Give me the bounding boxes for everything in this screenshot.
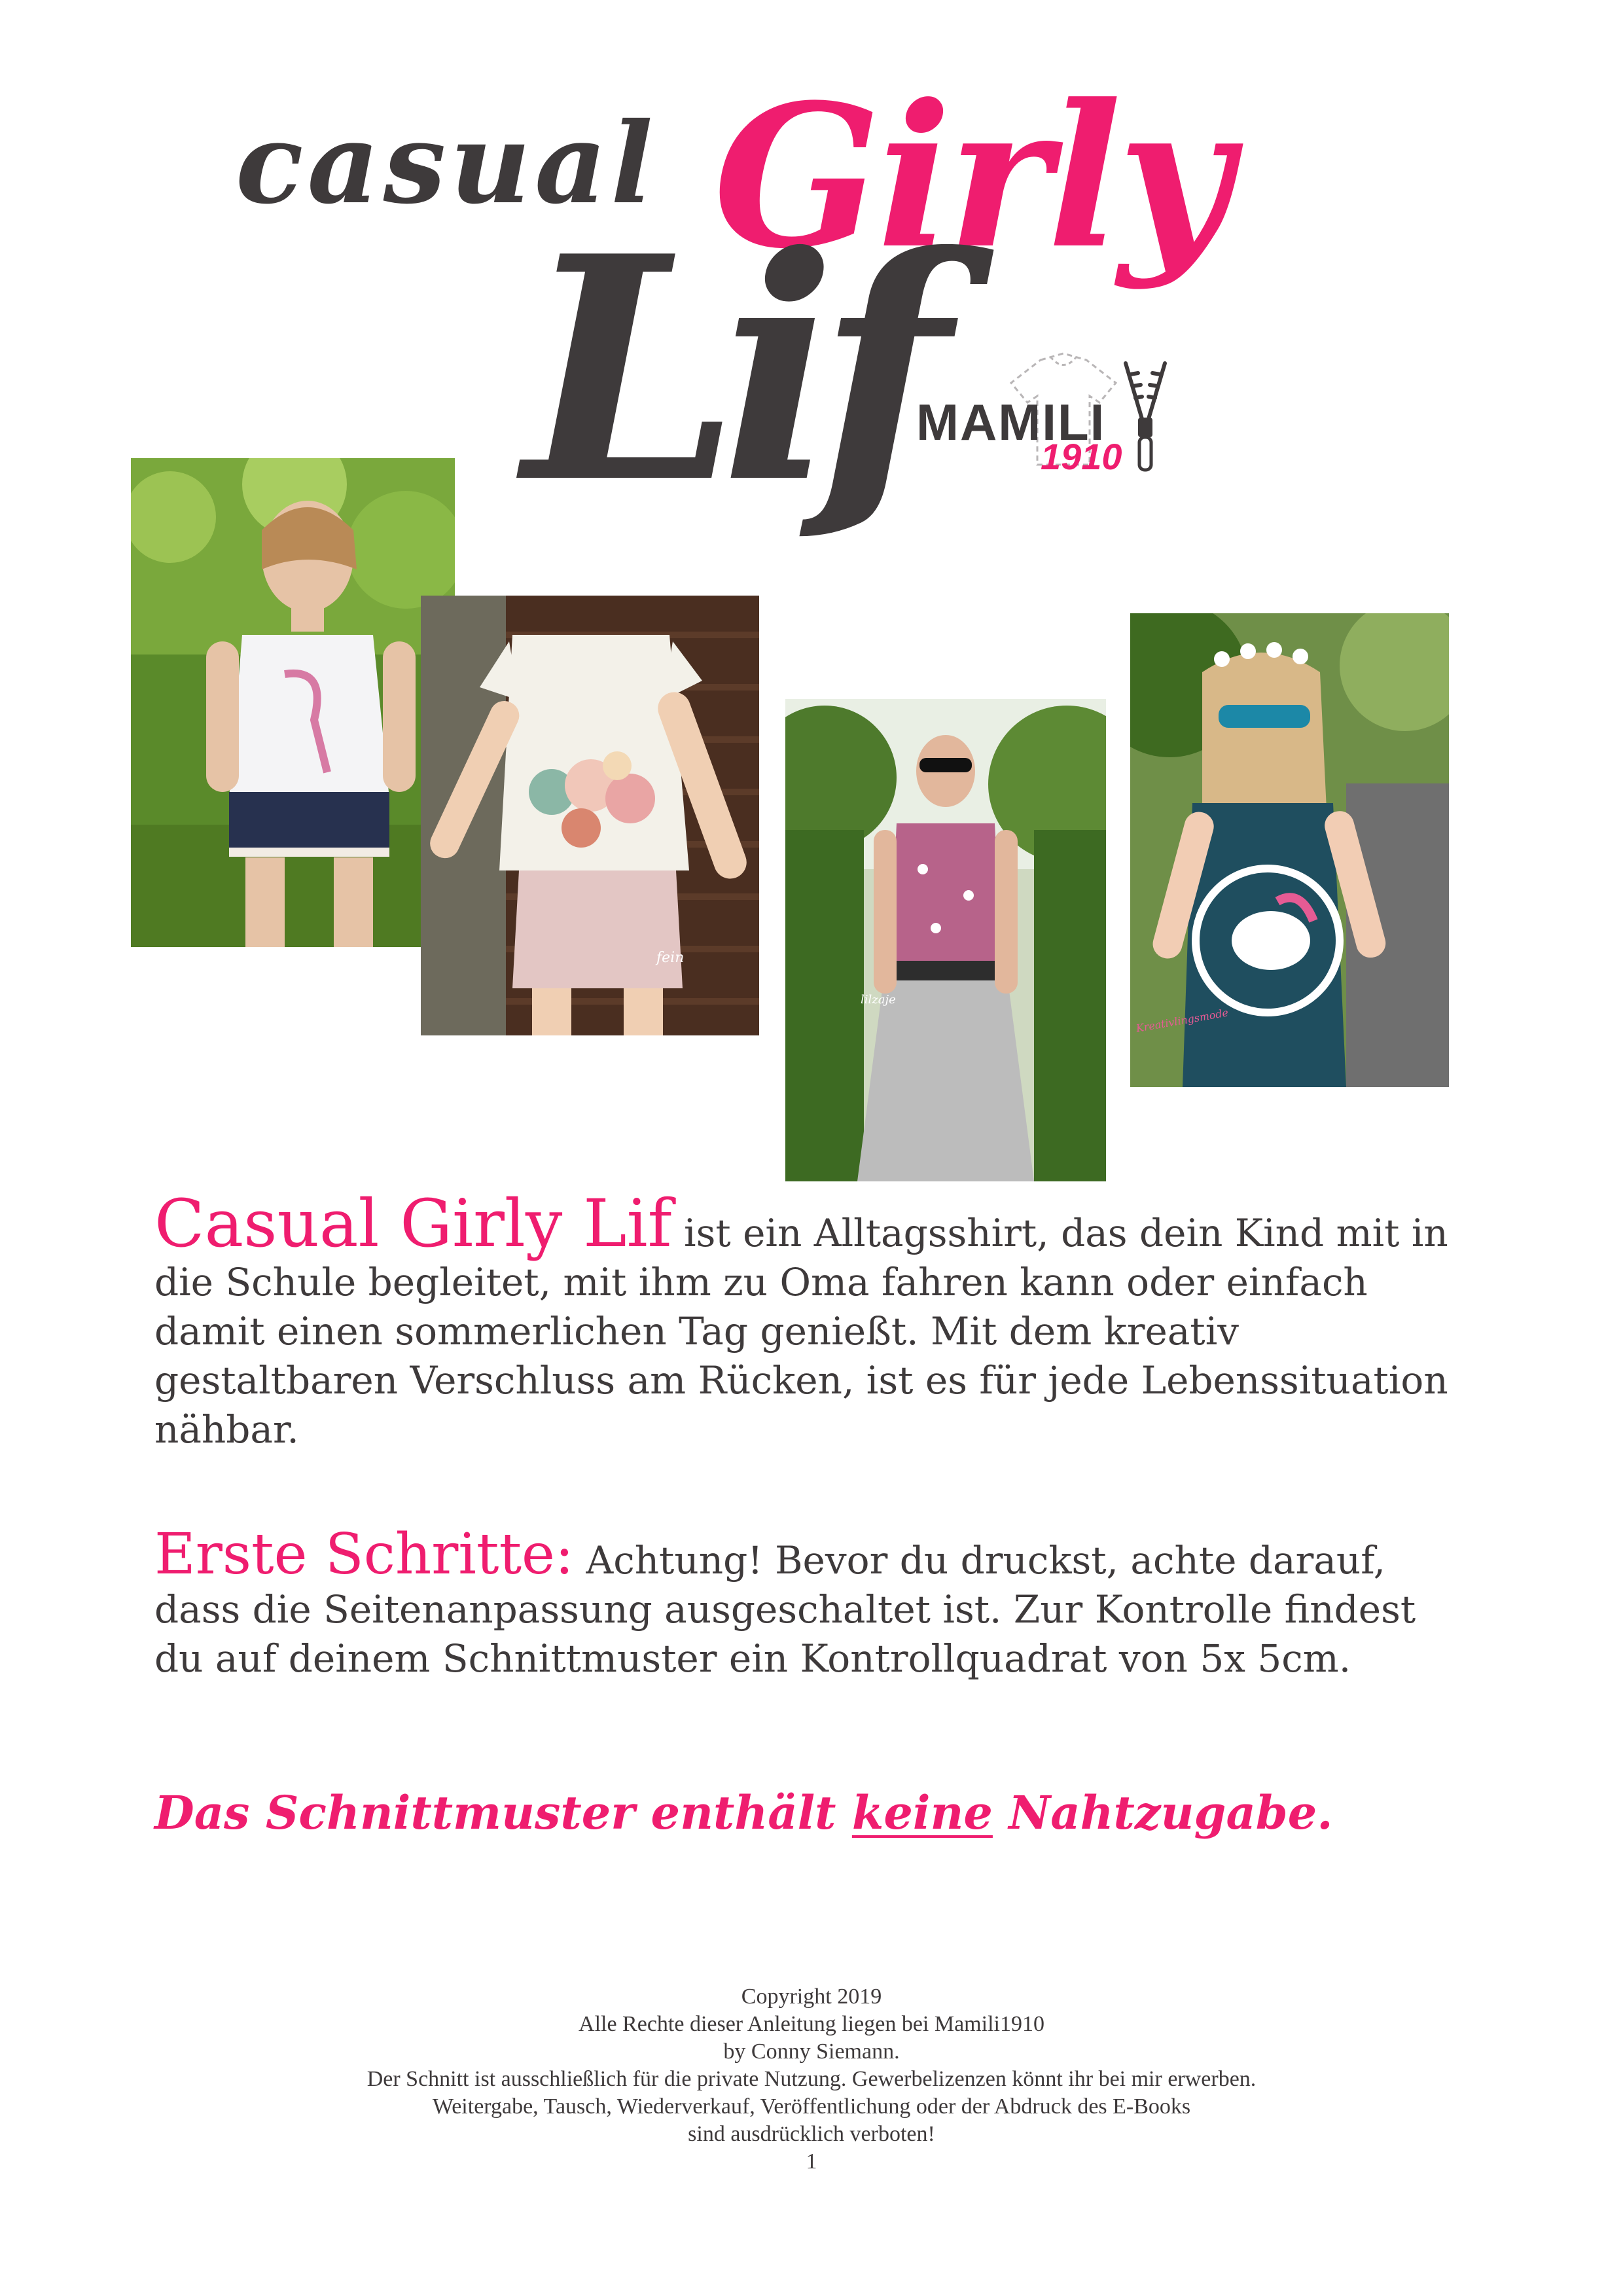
warning-emphasis: keine [851, 1785, 993, 1840]
footer-line: Weitergabe, Tausch, Wiederverkauf, Veröffentlichung oder der Abdruck des E-Books [432, 2094, 1191, 2119]
photo-woman-pink-top [785, 699, 1106, 1181]
photo-watermark-1: fein [656, 950, 685, 966]
seam-allowance-warning [154, 1785, 1463, 1840]
footer-line: Alle Rechte dieser Anleitung liegen bei Mamili1910 [579, 2012, 1044, 2036]
warning-text-after: Nahtzugabe. [992, 1785, 1333, 1840]
warning-text-before: Das Schnittmuster enthält [154, 1785, 852, 1840]
brand-logo [916, 347, 1191, 491]
intro-paragraph [154, 1185, 1489, 1454]
photo-watermark-2: lilzaje [861, 993, 896, 1007]
footer-line: sind ausdrücklich verboten! [688, 2122, 935, 2146]
footer-line: Copyright 2019 [741, 1984, 882, 2009]
photo-watermark-3: Kreativlingsmode [1135, 1006, 1230, 1035]
photo-flamingo-tank [131, 458, 455, 947]
copyright-footer [0, 1983, 1623, 2176]
logo-word-casual: casual [236, 98, 657, 229]
brand-name: MAMILI [916, 393, 1106, 451]
logo-word-lif: Lif [524, 189, 931, 550]
steps-text: Achtung! Bevor du druckst, achte darauf, dass die Seitenanpassung ausgeschaltet ist. Zur Kontrolle findest du auf deinem Schnittmuster ein Kontrollquadrat von 5x 5cm. [154, 1538, 1416, 1681]
page-number: 1 [806, 2149, 817, 2174]
photo-girl-unicorn-shirt [1130, 613, 1449, 1087]
intro-heading: Casual Girly Lif [154, 1185, 672, 1262]
photo-floral-shirt [421, 596, 759, 1035]
steps-heading: Erste Schritte: [154, 1522, 574, 1587]
zipper-icon [1122, 360, 1168, 478]
brand-year: 1910 [1041, 436, 1122, 477]
logo-word-girly: Girly [713, 61, 1228, 292]
first-steps-paragraph [154, 1522, 1463, 1683]
footer-line: by Conny Siemann. [723, 2039, 900, 2064]
footer-line: Der Schnitt ist ausschließlich für die private Nutzung. Gewerbelizenzen könnt ihr bei mir erwerben. [366, 2067, 1257, 2091]
intro-text: ist ein Alltagsshirt, das dein Kind mit in die Schule begleitet, mit ihm zu Oma fahren kann oder einfach damit einen sommerlichen Tag genießt. Mit dem kreativ gestaltbaren Verschluss am Rücken, ist es für jede Lebenssituation nähbar. [154, 1211, 1448, 1452]
